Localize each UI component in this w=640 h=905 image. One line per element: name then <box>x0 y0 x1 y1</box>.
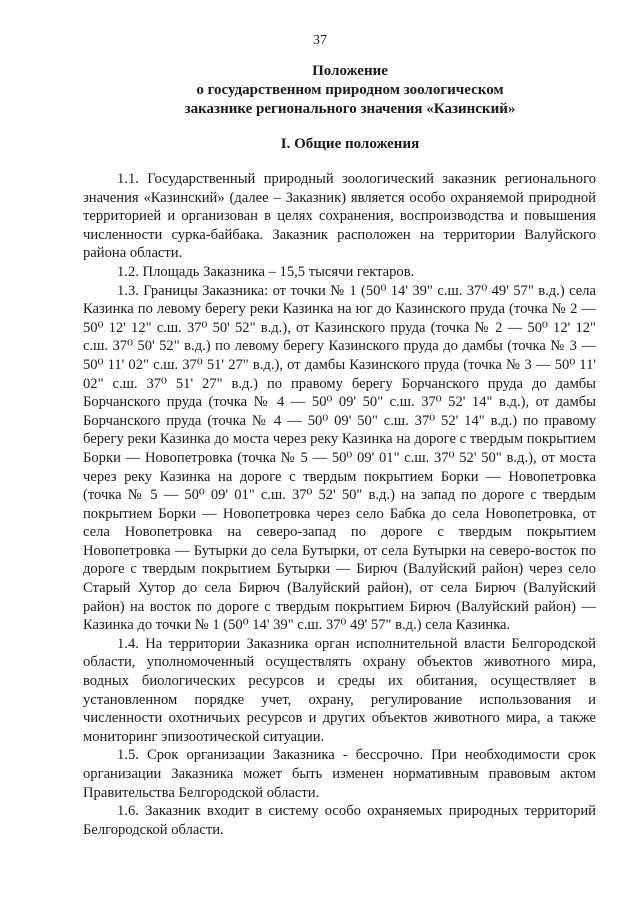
paragraph-1-3: 1.3. Границы Заказника: от точки № 1 (50⁰ 14' 39" с.ш. 37⁰ 49' 57" в.д.) села Казинка по левому берегу реки Казинка на юг до Казинского пруда (точка № 2 — 50⁰ 12' 12" с.ш. 37⁰ 50' 52" в.д.), от Казинского пруда (точка № 2 — 50⁰ 12' 12" с.ш. 37⁰ 50' 52" в.д.) по левому берегу Казинского пруда до дамбы (точка № 3 — 50⁰ 11' 02" с.ш. 37⁰ 51' 27" в.д.), от дамбы Казинского пруда (точка № 3 — 50⁰ 11' 02" с.ш. 37⁰ 51' 27" в.д.) по правому берегу Борчанского пруда до дамбы Борчанского пруда (точка № 4 — 50⁰ 09' 50" с.ш. 37⁰ 52' 14" в.д.), от дамбы Борчанского пруда (точка № 4 — 50⁰ 09' 50" с.ш. 37⁰ 52' 14" в.д.) по правому берегу реки Казинка до моста через реку Казинка на дороге с твердым покрытием Борки — Новопетровка (точка № 5 — 50⁰ 09' 01" с.ш. 37⁰ 52' 50" в.д.), от моста через реку Казинка на дороге с твердым покрытием Борки — Новопетровка (точка № 5 — 50⁰ 09' 01" с.ш. 37⁰ 52' 50" в.д.) на запад по дороге с твердым покрытием Борки — Новопетровка через село Бабка до села Новопетровка, от села Новопетровка на северо-запад по дороге с твердым покрытием Новопетровка — Бутырки до села Бутырки, от села Бутырки на северо-восток по дороге с твердым покрытием Бутырки — Бирюч (Валуйский район) через село Старый Хутор до села Бирюч (Валуйский район), от села Бирюч (Валуйский район) на восток по дороге с твердым покрытием Бирюч (Валуйский район) — Казинка до точки № 1 (50⁰ 14' 39" с.ш. 37⁰ 49' 57" в.д.) села Казинка. <box>83 282 596 634</box>
paragraph-1-5: 1.5. Срок организации Заказника - бессрочно. При необходимости срок организации Заказника может быть изменен нормативным правовым актом Правительства Белгородской области. <box>83 747 596 801</box>
document-title <box>90 62 610 119</box>
paragraph-1-4: 1.4. На территории Заказника орган исполнительной власти Белгородской области, уполномоченный осуществлять охрану объектов животного мира, водных биологических ресурсов и среды их обитания, осуществляет в установленном порядке учет, охрану, регулирование использования и численности охотничьих ресурсов и других объектов животного мира, а также мониторинг эпизоотической ситуации. <box>83 635 596 745</box>
paragraph-1-1: 1.1. Государственный природный зоологический заказник регионального значения «Казинский» (далее – Заказник) является особо охраняемой природной территорией и организован в целях сохранения, воспроизводства и повышения численности сурка-байбака. Заказник расположен на территории Валуйского района области. <box>83 171 596 262</box>
document-body <box>83 170 596 839</box>
paragraph-1-6: 1.6. Заказник входит в систему особо охраняемых природных территорий Белгородской области. <box>83 803 596 838</box>
title-line-3: заказнике регионального значения «Казинский» <box>184 101 516 117</box>
paragraph-1-2: 1.2. Площадь Заказника – 15,5 тысячи гектаров. <box>117 263 415 280</box>
page-number: 37 <box>313 33 327 48</box>
title-line-1: Положение <box>312 63 388 79</box>
section-heading: I. Общие положения <box>280 136 420 152</box>
title-line-2: о государственном природном зоологическом <box>196 82 504 98</box>
